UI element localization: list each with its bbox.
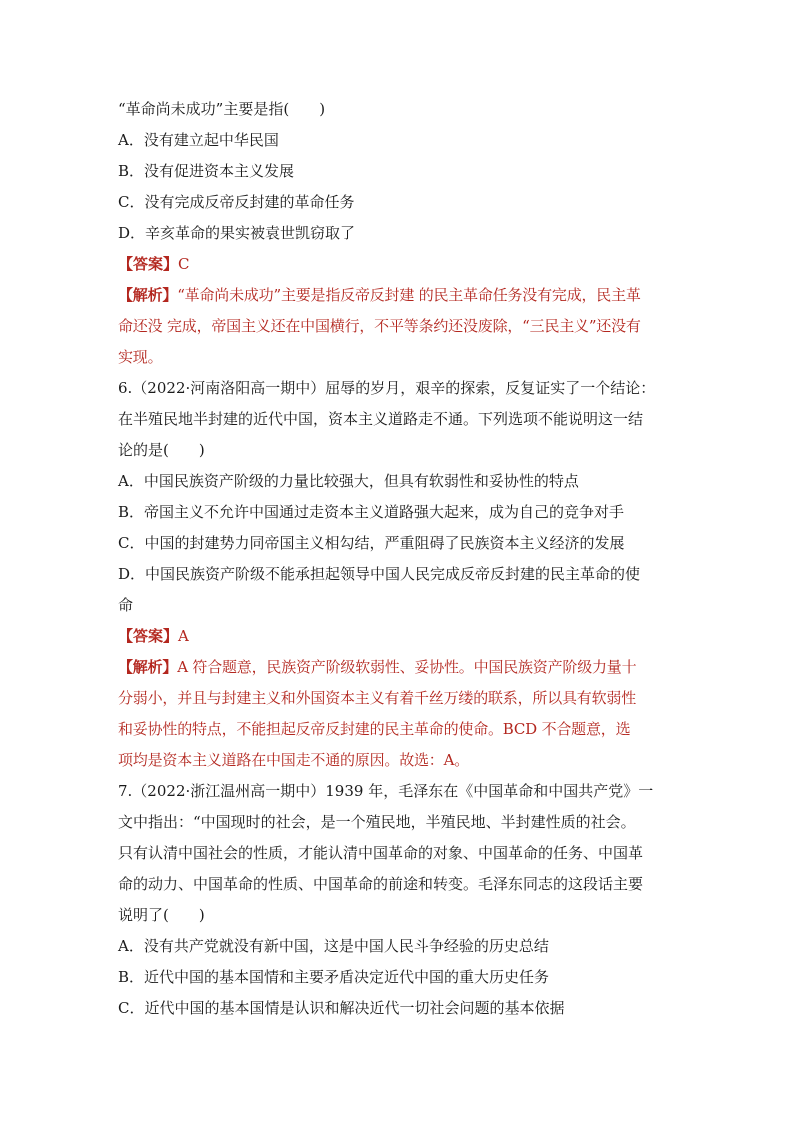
question-stem-line: 只有认清中国社会的性质，才能认清中国革命的对象、中国革命的任务、中国革 (118, 844, 644, 862)
question-stem-line: 说明了( ) (118, 906, 205, 924)
option-b: B．帝国主义不允许中国通过走资本主义道路强大起来，成为自己的竞争对手 (118, 503, 625, 521)
option-b: B．近代中国的基本国情和主要矛盾决定近代中国的重大历史任务 (118, 968, 550, 986)
answer-label: 【答案】 (118, 627, 179, 645)
question-stem-line: 7.（2022·浙江温州高一期中）1939 年，毛泽东在《中国革命和中国共产党》一 (118, 782, 654, 800)
analysis (118, 280, 688, 373)
analysis-line: 【解析】“革命尚未成功”主要是指反帝反封建 的民主革命任务没有完成，民主革 (118, 286, 641, 304)
option-d: D．辛亥革命的果实被袁世凯窃取了 (118, 224, 356, 242)
question-stem: “革命尚未成功”主要是指( ) (118, 100, 326, 118)
option-b: B．没有促进资本主义发展 (118, 162, 295, 180)
analysis-line: 项均是资本主义道路在中国走不通的原因。故选：A。 (118, 751, 470, 769)
analysis-line: 命还没 完成，帝国主义还在中国横行，不平等条约还没废除，“三民主义”还没有 (118, 317, 641, 335)
question-stem-line: 在半殖民地半封建的近代中国，资本主义道路走不通。下列选项不能说明这一结 (118, 410, 644, 428)
question-stem-line: 6.（2022·河南洛阳高一期中）屈辱的岁月，艰辛的探索，反复证实了一个结论： (118, 379, 656, 397)
analysis-label: 【解析】 (118, 658, 178, 676)
analysis-line: 【解析】A 符合题意，民族资产阶级软弱性、妥协性。中国民族资产阶级力量十 (118, 658, 637, 676)
option-d-continued: 命 (118, 596, 134, 614)
document-content (118, 94, 688, 1024)
question-5 (118, 94, 688, 373)
question-stem-line: 命的动力、中国革命的性质、中国革命的前途和转变。毛泽东同志的这段话主要 (118, 875, 644, 893)
answer-value: A (178, 627, 189, 645)
option-d: D．中国民族资产阶级不能承担起领导中国人民完成反帝反封建的民主革命的使 (118, 565, 641, 583)
option-a: A．没有共产党就没有新中国，这是中国人民斗争经验的历史总结 (118, 937, 549, 955)
option-a: A．没有建立起中华民国 (118, 131, 279, 149)
analysis-line: 和妥协性的特点，不能担起反帝反封建的民主革命的使命。BCD 不合题意，选 (118, 720, 631, 738)
question-6 (118, 373, 688, 776)
option-c: C．没有完成反帝反封建的革命任务 (118, 193, 355, 211)
question-7 (118, 776, 688, 1024)
question-stem-line: 文中指出：“中国现时的社会，是一个殖民地，半殖民地、半封建性质的社会。 (118, 813, 636, 831)
option-c: C．近代中国的基本国情是认识和解决近代一切社会问题的基本依据 (118, 999, 565, 1017)
analysis-line: 分弱小，并且与封建主义和外国资本主义有着千丝万缕的联系，所以具有软弱性 (118, 689, 637, 707)
analysis-label: 【解析】 (118, 286, 178, 304)
analysis-line: 实现。 (118, 348, 163, 366)
answer-label: 【答案】 (118, 255, 179, 273)
answer-line (118, 621, 688, 652)
answer-line (118, 249, 688, 280)
analysis (118, 652, 688, 776)
answer-value: C (178, 255, 190, 273)
question-stem-line: 论的是( ) (118, 441, 205, 459)
option-c: C．中国的封建势力同帝国主义相勾结，严重阻碍了民族资本主义经济的发展 (118, 534, 625, 552)
option-a: A．中国民族资产阶级的力量比较强大，但具有软弱性和妥协性的特点 (118, 472, 579, 490)
